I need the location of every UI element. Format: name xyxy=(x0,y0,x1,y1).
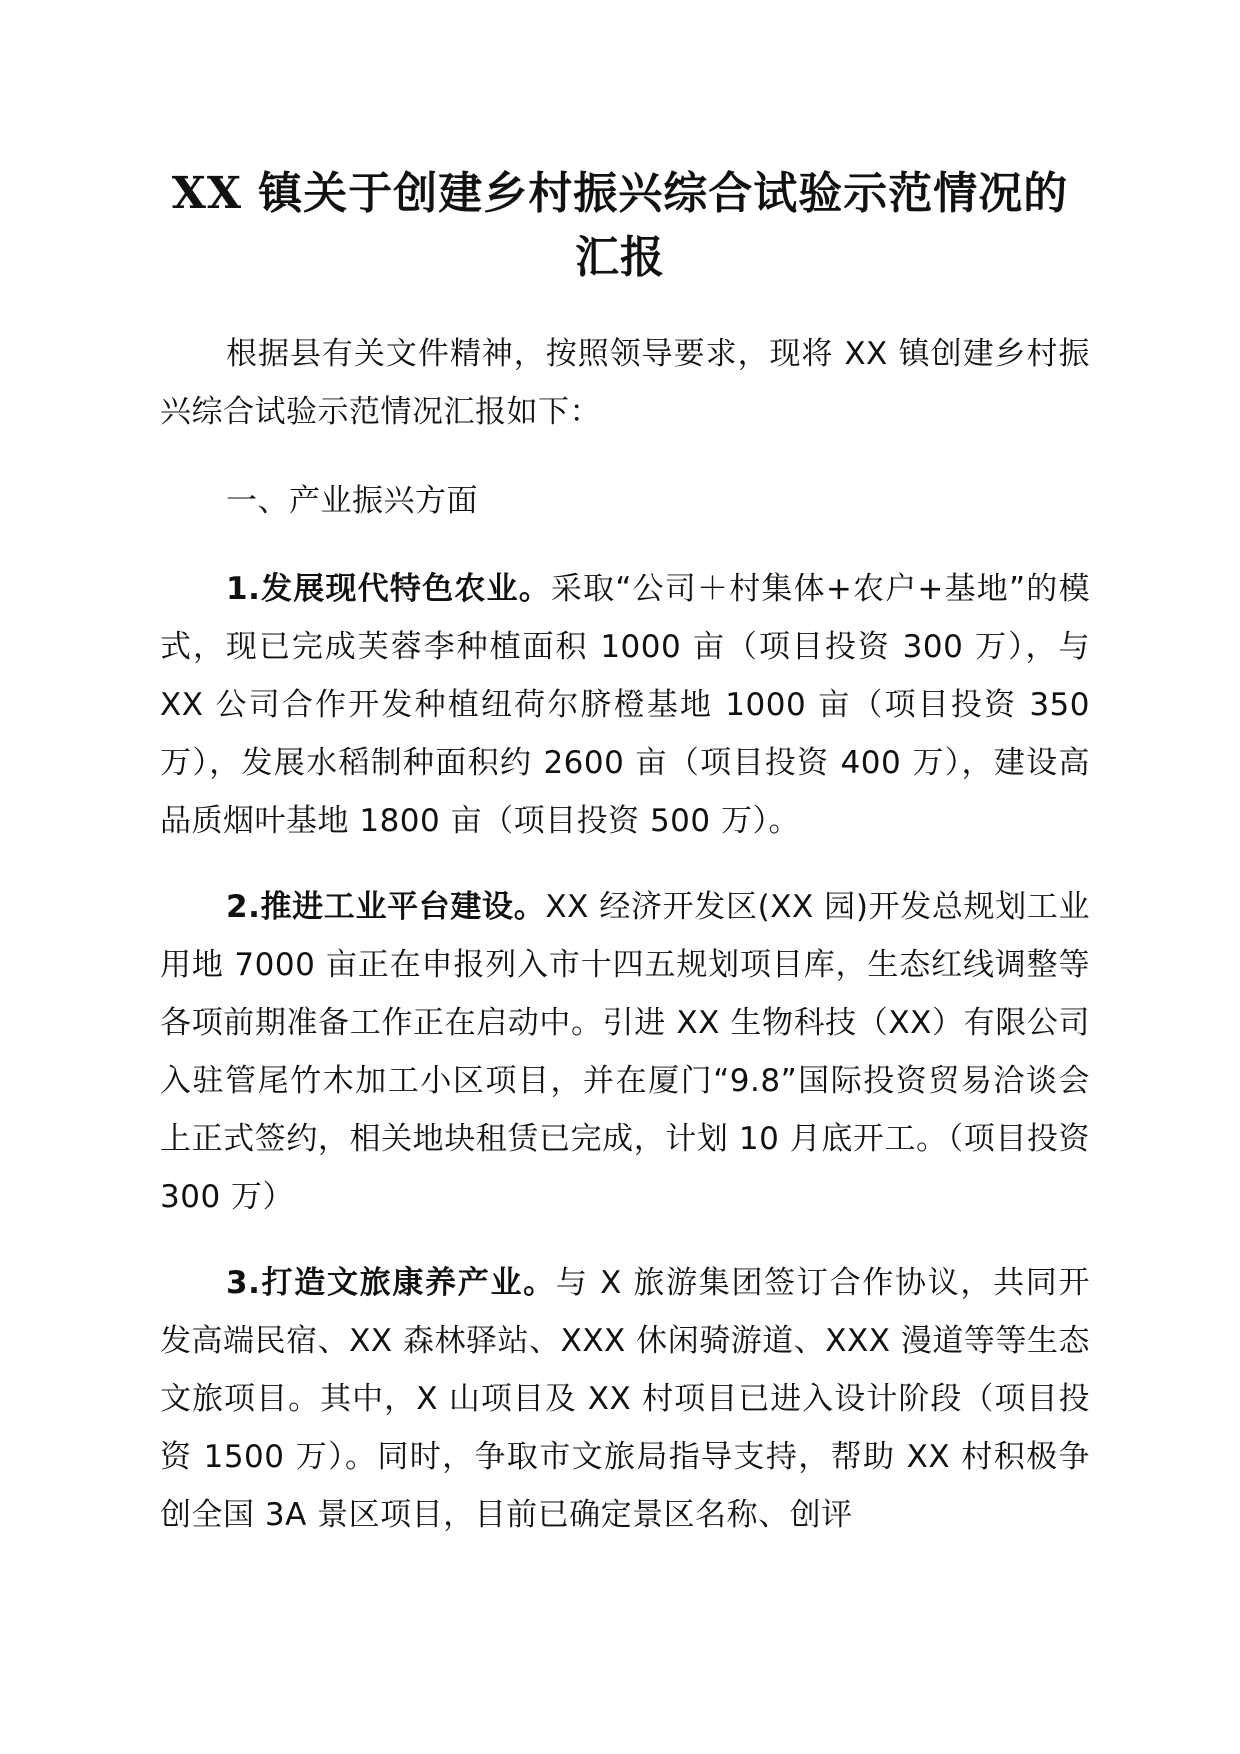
item-paragraph-tourism xyxy=(160,1254,1090,1544)
item-lead-tourism: 3.打造文旅康养产业。 xyxy=(226,1265,556,1301)
item-text-tourism: 与 X 旅游集团签订合作协议，共同开发高端民宿、XX 森林驿站、XXX 休闲骑游道、XXX 漫道等等生态文旅项目。其中，X 山项目及 XX 村项目已进入设计阶段（项目投资 1500 万）。同时，争取市文旅局指导支持，帮助 XX 村积极争创全国 3A 景区项目，目前已确定景区名称、创评 xyxy=(160,1265,1090,1533)
item-lead-agriculture: 1.发展现代特色农业。 xyxy=(226,571,551,607)
intro-paragraph: 根据县有关文件精神，按照领导要求，现将 XX 镇创建乡村振兴综合试验示范情况汇报如下： xyxy=(160,336,1090,430)
item-text-industry-platform: XX 经济开发区(XX 园)开发总规划工业用地 7000 亩正在申报列入市十四五规划项目库，生态红线调整等各项前期准备工作正在启动中。引进 XX 生物科技（XX）有限公司入驻管尾竹木加工小区项目，并在厦门“9.8”国际投资贸易洽谈会上正式签约，相关地块租赁已完成，计划 10 月底开工。（项目投资 300 万） xyxy=(160,889,1090,1215)
item-paragraph-industry-platform xyxy=(160,878,1090,1226)
item-paragraph-agriculture xyxy=(160,560,1090,850)
item-lead-industry-platform: 2.推进工业平台建设。 xyxy=(226,889,546,925)
document-title: XX 镇关于创建乡村振兴综合试验示范情况的汇报 xyxy=(171,168,1069,283)
item-text-agriculture: 采取“公司＋村集体+农户+基地”的模式，现已完成芙蓉李种植面积 1000 亩（项目投资 300 万），与 XX 公司合作开发种植纽荷尔脐橙基地 1000 亩（项目投资 350 万），发展水稻制种面积约 2600 亩（项目投资 400 万），建设高品质烟叶基地 1800 亩（项目投资 500 万）。 xyxy=(160,571,1090,839)
section-heading-industry: 一、产业振兴方面 xyxy=(226,483,478,519)
